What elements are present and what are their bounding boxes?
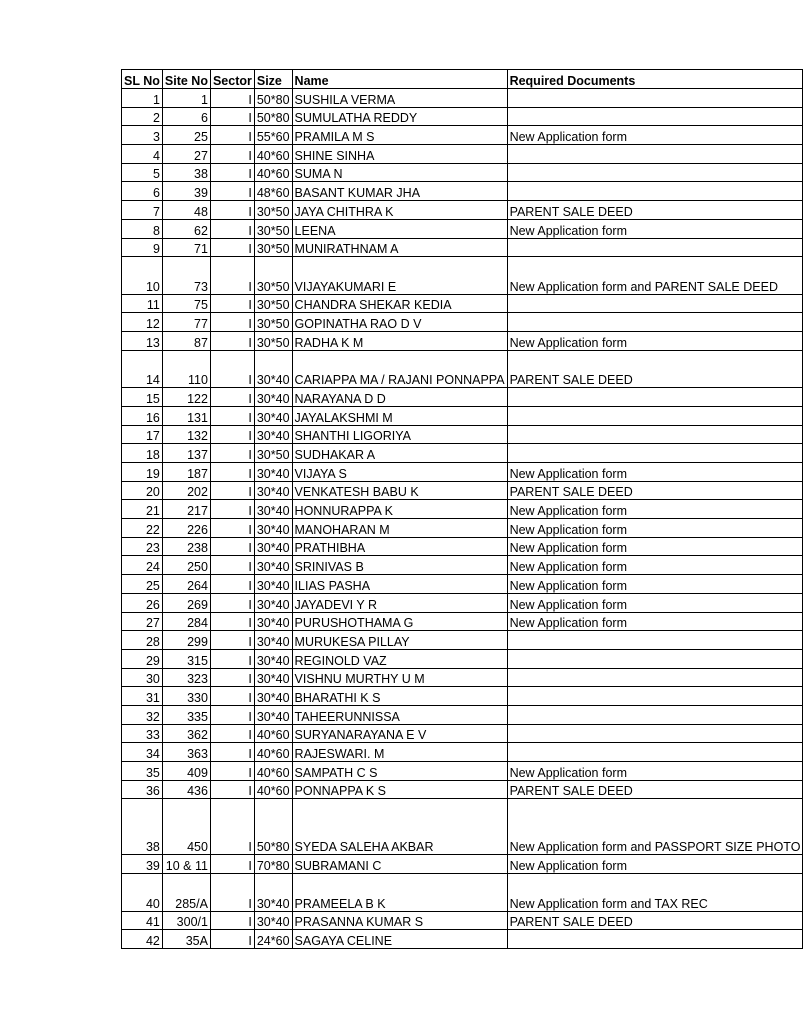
cell-size: 30*40 <box>254 537 292 556</box>
table-row <box>122 874 803 912</box>
cell-required-documents: New Application form and PARENT SALE DEED <box>507 257 803 295</box>
table-row <box>122 388 803 407</box>
cell-name: BASANT KUMAR JHA <box>292 182 507 201</box>
cell-name: BHARATHI K S <box>292 687 507 706</box>
cell-required-documents <box>507 444 803 463</box>
cell-site-no: 250 <box>162 556 210 575</box>
cell-name: SRINIVAS B <box>292 556 507 575</box>
cell-site-no: 131 <box>162 406 210 425</box>
header-sl-no: SL No <box>122 70 163 89</box>
cell-sl-no: 6 <box>122 182 163 201</box>
cell-site-no: 300/1 <box>162 911 210 930</box>
table-row <box>122 537 803 556</box>
cell-sl-no: 41 <box>122 911 163 930</box>
cell-name: JAYALAKSHMI M <box>292 406 507 425</box>
cell-name: PRAMILA M S <box>292 126 507 145</box>
cell-size: 30*40 <box>254 406 292 425</box>
table-row <box>122 612 803 631</box>
cell-name: LEENA <box>292 219 507 238</box>
cell-required-documents: New Application form <box>507 126 803 145</box>
cell-required-documents: PARENT SALE DEED <box>507 911 803 930</box>
cell-required-documents: PARENT SALE DEED <box>507 201 803 220</box>
cell-required-documents <box>507 631 803 650</box>
table-row <box>122 126 803 145</box>
header-size: Size <box>254 70 292 89</box>
cell-sector: I <box>210 350 254 388</box>
cell-site-no: 110 <box>162 350 210 388</box>
table-row <box>122 780 803 799</box>
cell-size: 30*40 <box>254 705 292 724</box>
cell-sector: I <box>210 593 254 612</box>
cell-required-documents: New Application form and PASSPORT SIZE PHOTO <box>507 799 803 855</box>
cell-size: 48*60 <box>254 182 292 201</box>
cell-required-documents <box>507 705 803 724</box>
cell-sector: I <box>210 519 254 538</box>
cell-sl-no: 36 <box>122 780 163 799</box>
cell-name: MURUKESA PILLAY <box>292 631 507 650</box>
cell-sl-no: 18 <box>122 444 163 463</box>
cell-sector: I <box>210 930 254 949</box>
cell-site-no: 48 <box>162 201 210 220</box>
cell-required-documents <box>507 313 803 332</box>
cell-sector: I <box>210 668 254 687</box>
cell-name: PRATHIBHA <box>292 537 507 556</box>
cell-required-documents <box>507 388 803 407</box>
table-row <box>122 463 803 482</box>
cell-sector: I <box>210 705 254 724</box>
cell-size: 30*40 <box>254 874 292 912</box>
cell-sector: I <box>210 649 254 668</box>
table-row <box>122 649 803 668</box>
cell-sector: I <box>210 874 254 912</box>
cell-sector: I <box>210 631 254 650</box>
cell-sl-no: 33 <box>122 724 163 743</box>
cell-name: VISHNU MURTHY U M <box>292 668 507 687</box>
cell-sl-no: 1 <box>122 89 163 108</box>
cell-sl-no: 11 <box>122 294 163 313</box>
cell-sector: I <box>210 780 254 799</box>
cell-size: 50*80 <box>254 799 292 855</box>
cell-size: 30*40 <box>254 350 292 388</box>
cell-sector: I <box>210 743 254 762</box>
cell-size: 30*40 <box>254 649 292 668</box>
cell-required-documents <box>507 145 803 164</box>
cell-sl-no: 35 <box>122 762 163 781</box>
cell-site-no: 285/A <box>162 874 210 912</box>
table-row <box>122 481 803 500</box>
cell-sl-no: 32 <box>122 705 163 724</box>
table-row <box>122 724 803 743</box>
cell-size: 30*50 <box>254 332 292 351</box>
cell-site-no: 436 <box>162 780 210 799</box>
cell-sector: I <box>210 89 254 108</box>
cell-name: RAJESWARI. M <box>292 743 507 762</box>
cell-name: SHANTHI LIGORIYA <box>292 425 507 444</box>
cell-required-documents: PARENT SALE DEED <box>507 350 803 388</box>
table-row <box>122 444 803 463</box>
table-row <box>122 855 803 874</box>
cell-size: 40*60 <box>254 743 292 762</box>
cell-sector: I <box>210 612 254 631</box>
cell-required-documents: New Application form <box>507 519 803 538</box>
cell-required-documents <box>507 163 803 182</box>
table-row <box>122 519 803 538</box>
table-row <box>122 332 803 351</box>
cell-name: MANOHARAN M <box>292 519 507 538</box>
cell-size: 30*40 <box>254 668 292 687</box>
cell-size: 70*80 <box>254 855 292 874</box>
cell-sl-no: 31 <box>122 687 163 706</box>
cell-size: 30*50 <box>254 238 292 257</box>
cell-sector: I <box>210 687 254 706</box>
cell-sl-no: 30 <box>122 668 163 687</box>
site-documents-table <box>121 69 803 949</box>
table-row <box>122 799 803 855</box>
cell-sl-no: 38 <box>122 799 163 855</box>
cell-sector: I <box>210 313 254 332</box>
cell-required-documents <box>507 724 803 743</box>
cell-sl-no: 17 <box>122 425 163 444</box>
cell-sector: I <box>210 724 254 743</box>
table-row <box>122 593 803 612</box>
cell-required-documents: New Application form <box>507 537 803 556</box>
cell-size: 40*60 <box>254 163 292 182</box>
table-row <box>122 182 803 201</box>
cell-size: 50*80 <box>254 107 292 126</box>
cell-size: 50*80 <box>254 89 292 108</box>
table-row <box>122 313 803 332</box>
cell-name: VENKATESH BABU K <box>292 481 507 500</box>
cell-required-documents <box>507 930 803 949</box>
cell-name: PRAMEELA B K <box>292 874 507 912</box>
cell-sl-no: 40 <box>122 874 163 912</box>
cell-sl-no: 15 <box>122 388 163 407</box>
cell-name: CHANDRA SHEKAR KEDIA <box>292 294 507 313</box>
cell-sector: I <box>210 219 254 238</box>
cell-required-documents: New Application form <box>507 556 803 575</box>
cell-sector: I <box>210 799 254 855</box>
cell-sl-no: 23 <box>122 537 163 556</box>
table-row <box>122 743 803 762</box>
cell-required-documents: New Application form <box>507 332 803 351</box>
cell-name: NARAYANA D D <box>292 388 507 407</box>
cell-size: 30*40 <box>254 575 292 594</box>
cell-site-no: 335 <box>162 705 210 724</box>
cell-sl-no: 12 <box>122 313 163 332</box>
cell-name: SUDHAKAR A <box>292 444 507 463</box>
cell-site-no: 6 <box>162 107 210 126</box>
cell-sl-no: 3 <box>122 126 163 145</box>
cell-size: 30*50 <box>254 219 292 238</box>
cell-site-no: 323 <box>162 668 210 687</box>
cell-name: VIJAYA S <box>292 463 507 482</box>
cell-sl-no: 25 <box>122 575 163 594</box>
cell-sector: I <box>210 855 254 874</box>
cell-sl-no: 14 <box>122 350 163 388</box>
cell-size: 30*40 <box>254 911 292 930</box>
cell-sector: I <box>210 425 254 444</box>
cell-sector: I <box>210 294 254 313</box>
cell-required-documents <box>507 687 803 706</box>
cell-name: REGINOLD VAZ <box>292 649 507 668</box>
table-row <box>122 687 803 706</box>
cell-name: PRASANNA KUMAR S <box>292 911 507 930</box>
cell-required-documents: New Application form <box>507 500 803 519</box>
cell-site-no: 362 <box>162 724 210 743</box>
cell-required-documents: New Application form <box>507 855 803 874</box>
cell-sector: I <box>210 107 254 126</box>
cell-site-no: 202 <box>162 481 210 500</box>
cell-name: JAYA CHITHRA K <box>292 201 507 220</box>
header-sector: Sector <box>210 70 254 89</box>
cell-site-no: 77 <box>162 313 210 332</box>
header-name: Name <box>292 70 507 89</box>
table-row <box>122 668 803 687</box>
cell-size: 40*60 <box>254 724 292 743</box>
cell-sl-no: 26 <box>122 593 163 612</box>
table-row <box>122 163 803 182</box>
cell-sector: I <box>210 145 254 164</box>
cell-sl-no: 13 <box>122 332 163 351</box>
cell-name: SUMULATHA REDDY <box>292 107 507 126</box>
table-body <box>122 89 803 949</box>
cell-sl-no: 20 <box>122 481 163 500</box>
cell-sector: I <box>210 762 254 781</box>
cell-size: 40*60 <box>254 780 292 799</box>
cell-sl-no: 24 <box>122 556 163 575</box>
cell-site-no: 39 <box>162 182 210 201</box>
cell-site-no: 409 <box>162 762 210 781</box>
cell-site-no: 238 <box>162 537 210 556</box>
cell-required-documents <box>507 425 803 444</box>
cell-site-no: 330 <box>162 687 210 706</box>
cell-size: 30*40 <box>254 556 292 575</box>
table-row <box>122 350 803 388</box>
cell-sector: I <box>210 500 254 519</box>
cell-name: SAGAYA CELINE <box>292 930 507 949</box>
cell-sector: I <box>210 126 254 145</box>
cell-size: 24*60 <box>254 930 292 949</box>
cell-name: SURYANARAYANA E V <box>292 724 507 743</box>
table-row <box>122 762 803 781</box>
cell-size: 30*50 <box>254 294 292 313</box>
cell-site-no: 122 <box>162 388 210 407</box>
cell-sl-no: 7 <box>122 201 163 220</box>
cell-required-documents: New Application form and TAX REC <box>507 874 803 912</box>
cell-required-documents: New Application form <box>507 593 803 612</box>
cell-site-no: 73 <box>162 257 210 295</box>
cell-size: 30*40 <box>254 463 292 482</box>
table-row <box>122 257 803 295</box>
cell-site-no: 137 <box>162 444 210 463</box>
cell-required-documents <box>507 668 803 687</box>
cell-site-no: 10 & 11 <box>162 855 210 874</box>
cell-sector: I <box>210 388 254 407</box>
cell-sl-no: 22 <box>122 519 163 538</box>
header-required-documents: Required Documents <box>507 70 803 89</box>
cell-site-no: 38 <box>162 163 210 182</box>
table-row <box>122 238 803 257</box>
cell-required-documents: New Application form <box>507 575 803 594</box>
cell-sector: I <box>210 406 254 425</box>
cell-sl-no: 34 <box>122 743 163 762</box>
cell-size: 30*40 <box>254 481 292 500</box>
cell-name: HONNURAPPA K <box>292 500 507 519</box>
cell-sl-no: 27 <box>122 612 163 631</box>
table-row <box>122 930 803 949</box>
cell-size: 30*50 <box>254 257 292 295</box>
cell-required-documents <box>507 743 803 762</box>
cell-sl-no: 21 <box>122 500 163 519</box>
cell-sl-no: 39 <box>122 855 163 874</box>
cell-sector: I <box>210 911 254 930</box>
cell-site-no: 187 <box>162 463 210 482</box>
cell-name: PURUSHOTHAMA G <box>292 612 507 631</box>
cell-site-no: 62 <box>162 219 210 238</box>
cell-size: 40*60 <box>254 762 292 781</box>
cell-size: 30*50 <box>254 201 292 220</box>
table-row <box>122 631 803 650</box>
cell-site-no: 75 <box>162 294 210 313</box>
cell-required-documents <box>507 294 803 313</box>
cell-sl-no: 10 <box>122 257 163 295</box>
header-site-no: Site No <box>162 70 210 89</box>
cell-name: MUNIRATHNAM A <box>292 238 507 257</box>
cell-required-documents <box>507 89 803 108</box>
cell-size: 30*50 <box>254 313 292 332</box>
cell-size: 30*40 <box>254 388 292 407</box>
cell-size: 30*40 <box>254 425 292 444</box>
cell-site-no: 87 <box>162 332 210 351</box>
cell-required-documents <box>507 182 803 201</box>
cell-name: ILIAS PASHA <box>292 575 507 594</box>
cell-sector: I <box>210 444 254 463</box>
cell-size: 30*40 <box>254 687 292 706</box>
cell-sl-no: 19 <box>122 463 163 482</box>
cell-name: SUMA N <box>292 163 507 182</box>
cell-site-no: 25 <box>162 126 210 145</box>
table-row <box>122 201 803 220</box>
cell-name: RADHA K M <box>292 332 507 351</box>
cell-name: JAYADEVI Y R <box>292 593 507 612</box>
cell-sl-no: 5 <box>122 163 163 182</box>
cell-site-no: 71 <box>162 238 210 257</box>
cell-site-no: 264 <box>162 575 210 594</box>
cell-required-documents: New Application form <box>507 463 803 482</box>
table-row <box>122 705 803 724</box>
cell-site-no: 27 <box>162 145 210 164</box>
table-row <box>122 575 803 594</box>
cell-site-no: 226 <box>162 519 210 538</box>
cell-sector: I <box>210 481 254 500</box>
cell-site-no: 35A <box>162 930 210 949</box>
cell-name: SHINE SINHA <box>292 145 507 164</box>
cell-sector: I <box>210 201 254 220</box>
table-row <box>122 294 803 313</box>
cell-name: SUBRAMANI C <box>292 855 507 874</box>
table-row <box>122 425 803 444</box>
cell-sl-no: 8 <box>122 219 163 238</box>
cell-sl-no: 42 <box>122 930 163 949</box>
cell-name: SYEDA SALEHA AKBAR <box>292 799 507 855</box>
cell-site-no: 363 <box>162 743 210 762</box>
cell-size: 30*40 <box>254 612 292 631</box>
cell-sector: I <box>210 556 254 575</box>
table-row <box>122 911 803 930</box>
cell-name: CARIAPPA MA / RAJANI PONNAPPA <box>292 350 507 388</box>
table-row <box>122 107 803 126</box>
cell-sector: I <box>210 463 254 482</box>
cell-size: 40*60 <box>254 145 292 164</box>
table-row <box>122 406 803 425</box>
cell-sl-no: 2 <box>122 107 163 126</box>
cell-site-no: 299 <box>162 631 210 650</box>
cell-site-no: 132 <box>162 425 210 444</box>
cell-required-documents <box>507 406 803 425</box>
cell-site-no: 284 <box>162 612 210 631</box>
cell-required-documents: New Application form <box>507 612 803 631</box>
table-row <box>122 145 803 164</box>
cell-name: SAMPATH C S <box>292 762 507 781</box>
cell-site-no: 315 <box>162 649 210 668</box>
cell-sector: I <box>210 575 254 594</box>
cell-site-no: 1 <box>162 89 210 108</box>
cell-required-documents: PARENT SALE DEED <box>507 780 803 799</box>
cell-sl-no: 4 <box>122 145 163 164</box>
cell-sl-no: 28 <box>122 631 163 650</box>
table-row <box>122 500 803 519</box>
table-row <box>122 219 803 238</box>
cell-required-documents <box>507 107 803 126</box>
cell-required-documents: New Application form <box>507 219 803 238</box>
cell-site-no: 217 <box>162 500 210 519</box>
cell-name: VIJAYAKUMARI E <box>292 257 507 295</box>
cell-sector: I <box>210 257 254 295</box>
cell-required-documents: New Application form <box>507 762 803 781</box>
cell-required-documents: PARENT SALE DEED <box>507 481 803 500</box>
cell-size: 30*40 <box>254 519 292 538</box>
cell-size: 30*40 <box>254 631 292 650</box>
cell-size: 30*40 <box>254 500 292 519</box>
cell-size: 30*40 <box>254 593 292 612</box>
cell-site-no: 450 <box>162 799 210 855</box>
table-row <box>122 89 803 108</box>
cell-sl-no: 29 <box>122 649 163 668</box>
cell-sector: I <box>210 332 254 351</box>
cell-sector: I <box>210 238 254 257</box>
cell-sector: I <box>210 537 254 556</box>
cell-name: GOPINATHA RAO D V <box>292 313 507 332</box>
cell-sector: I <box>210 163 254 182</box>
cell-sector: I <box>210 182 254 201</box>
cell-name: PONNAPPA K S <box>292 780 507 799</box>
header-row <box>122 70 803 89</box>
cell-size: 55*60 <box>254 126 292 145</box>
cell-site-no: 269 <box>162 593 210 612</box>
cell-size: 30*50 <box>254 444 292 463</box>
cell-sl-no: 9 <box>122 238 163 257</box>
cell-name: SUSHILA VERMA <box>292 89 507 108</box>
table-row <box>122 556 803 575</box>
cell-name: TAHEERUNNISSA <box>292 705 507 724</box>
cell-sl-no: 16 <box>122 406 163 425</box>
cell-required-documents <box>507 649 803 668</box>
cell-required-documents <box>507 238 803 257</box>
